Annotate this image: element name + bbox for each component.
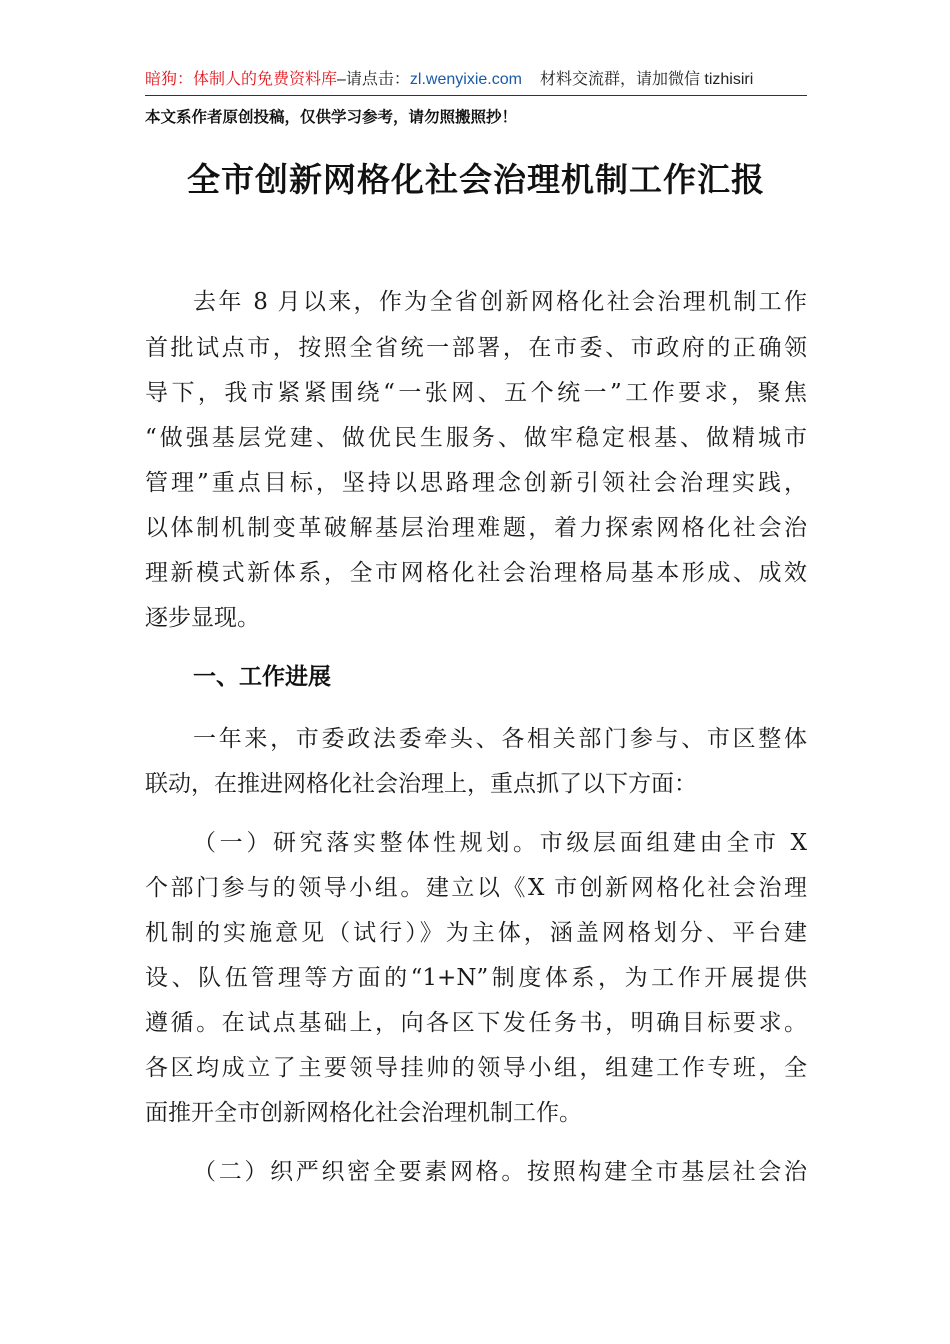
section-heading: 一、工作进展: [193, 664, 331, 690]
header-group-text: 材料交流群，请加微信 tizhisiri: [539, 71, 754, 88]
intro-line: 理新模式新体系，全市网格化社会治理格局基本形成、成效: [145, 560, 807, 586]
header-click-prompt: –请点击：: [337, 71, 410, 88]
header-url-link[interactable]: zl.wenyixie.com: [409, 71, 522, 88]
item2-line: （二）织严织密全要素网格。按照构建全市基层社会治: [193, 1159, 807, 1185]
intro-line: 逐步显现。: [145, 605, 260, 631]
header-divider: [145, 95, 807, 96]
intro-line: 导下，我市紧紧围绕“一张网、五个统一”工作要求，聚焦: [145, 380, 807, 406]
intro-line: 管理”重点目标，坚持以思路理念创新引领社会治理实践，: [145, 470, 807, 496]
copyright-notice: 本文系作者原创投稿，仅供学习参考，请勿照搬照抄！: [145, 107, 518, 126]
header-brand: 暗狗：体制人的免费资料库: [145, 71, 338, 88]
section-intro-line: 一年来，市委政法委牵头、各相关部门参与、市区整体: [193, 726, 807, 752]
intro-line: 以体制机制变革破解基层治理难题，着力探索网格化社会治: [145, 515, 807, 541]
item1-line: 各区均成立了主要领导挂帅的领导小组，组建工作专班，全: [145, 1055, 807, 1081]
header-banner: [145, 66, 807, 94]
item1-line: 设、队伍管理等方面的“1+N”制度体系，为工作开展提供: [145, 965, 807, 991]
item1-line: 面推开全市创新网格化社会治理机制工作。: [145, 1100, 582, 1126]
item1-line: 个部门参与的领导小组。建立以《X 市创新网格化社会治理: [145, 875, 807, 901]
section-intro-line: 联动，在推进网格化社会治理上，重点抓了以下方面：: [145, 771, 697, 797]
intro-line: 去年 8 月以来，作为全省创新网格化社会治理机制工作: [193, 289, 807, 315]
item1-line: 机制的实施意见（试行）》为主体，涵盖网格划分、平台建: [145, 920, 807, 946]
document-title: 全市创新网格化社会治理机制工作汇报: [187, 160, 765, 199]
intro-line: 首批试点市，按照全省统一部署，在市委、市政府的正确领: [145, 335, 807, 361]
item1-line: 遵循。在试点基础上，向各区下发任务书，明确目标要求。: [145, 1010, 807, 1036]
intro-line: “做强基层党建、做优民生服务、做牢稳定根基、做精城市: [145, 425, 807, 451]
item1-line: （一）研究落实整体性规划。市级层面组建由全市 X: [193, 830, 807, 856]
